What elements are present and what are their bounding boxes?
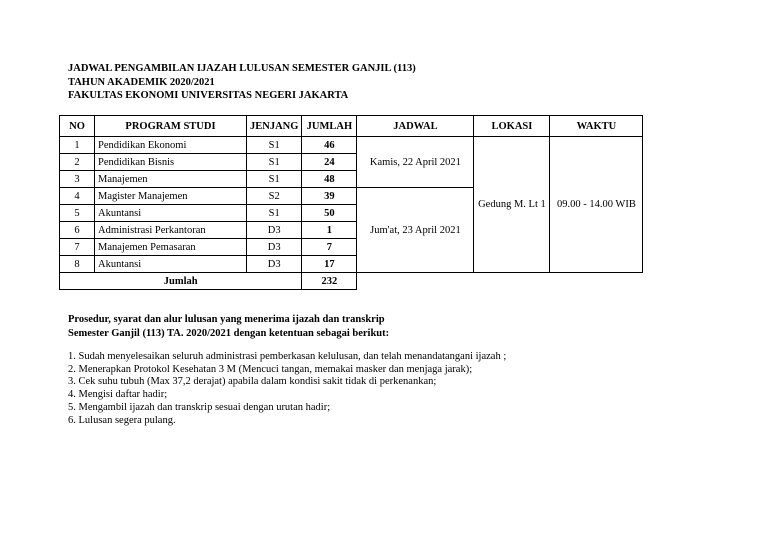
col-header-jenjang: JENJANG	[247, 116, 302, 137]
procedure-heading-2: Semester Ganjil (113) TA. 2020/2021 dengan ketentuan sebagai berikut:	[68, 327, 390, 339]
row-jenjang: S1	[247, 154, 302, 171]
title-line-1: JADWAL PENGAMBILAN IJAZAH LULUSAN SEMESTER GANJIL (113)	[68, 63, 416, 74]
row-jenjang: S2	[247, 188, 302, 205]
schedule-table	[59, 115, 643, 290]
row-jumlah: 1	[302, 222, 357, 239]
row-program: Manajemen Pemasaran	[95, 239, 247, 256]
table-row	[60, 137, 643, 154]
jadwal-day-2: Jum'at, 23 April 2021	[357, 188, 474, 273]
lokasi-cell: Gedung M. Lt 1	[474, 137, 550, 273]
row-program: Magister Manajemen	[95, 188, 247, 205]
procedure-list	[68, 351, 708, 427]
row-jenjang: S1	[247, 137, 302, 154]
row-jenjang: D3	[247, 222, 302, 239]
table-total-row	[60, 273, 643, 290]
total-value: 232	[302, 273, 357, 290]
procedure-heading-1: Prosedur, syarat dan alur lulusan yang menerima ijazah dan transkrip	[68, 314, 385, 325]
row-jumlah: 17	[302, 256, 357, 273]
row-no: 1	[60, 137, 95, 154]
col-header-jumlah: JUMLAH	[302, 116, 357, 137]
row-jenjang: S1	[247, 171, 302, 188]
col-header-waktu: WAKTU	[550, 116, 643, 137]
jadwal-day-1: Kamis, 22 April 2021	[357, 137, 474, 188]
row-jumlah: 46	[302, 137, 357, 154]
row-program: Pendidikan Ekonomi	[95, 137, 247, 154]
row-program: Akuntansi	[95, 256, 247, 273]
col-header-jadwal: JADWAL	[357, 116, 474, 137]
row-program: Administrasi Perkantoran	[95, 222, 247, 239]
title-line-2: TAHUN AKADEMIK 2020/2021	[68, 76, 215, 88]
list-item: 5. Mengambil ijazah dan transkrip sesuai dengan urutan hadir;	[68, 401, 331, 413]
row-program: Pendidikan Bisnis	[95, 154, 247, 171]
row-jumlah: 39	[302, 188, 357, 205]
row-jenjang: S1	[247, 205, 302, 222]
row-program: Akuntansi	[95, 205, 247, 222]
row-jumlah: 24	[302, 154, 357, 171]
procedure-section	[68, 313, 708, 427]
title-line-3: FAKULTAS EKONOMI UNIVERSITAS NEGERI JAKARTA	[68, 90, 349, 101]
col-header-no: NO	[60, 116, 95, 137]
row-jumlah: 48	[302, 171, 357, 188]
document-header	[68, 62, 668, 103]
row-no: 8	[60, 256, 95, 273]
row-no: 3	[60, 171, 95, 188]
list-item: 1. Sudah menyelesaikan seluruh administrasi pemberkasan kelulusan, dan telah menandatangani ijazah ;	[68, 351, 507, 362]
list-item: 2. Menerapkan Protokol Kesehatan 3 M (Mencuci tangan, memakai masker dan menjaga jarak);	[68, 363, 473, 375]
row-program: Manajemen	[95, 171, 247, 188]
row-jumlah: 50	[302, 205, 357, 222]
col-header-program: PROGRAM STUDI	[95, 116, 247, 137]
list-item: 3. Cek suhu tubuh (Max 37,2 derajat) apabila dalam kondisi sakit tidak di perkenankan;	[68, 376, 437, 388]
row-no: 5	[60, 205, 95, 222]
waktu-cell: 09.00 - 14.00 WIB	[550, 137, 643, 273]
row-no: 7	[60, 239, 95, 256]
row-jenjang: D3	[247, 239, 302, 256]
row-jenjang: D3	[247, 256, 302, 273]
total-label: Jumlah	[60, 273, 302, 290]
table-header-row	[60, 116, 643, 137]
row-no: 6	[60, 222, 95, 239]
list-item: 6. Lulusan segera pulang.	[68, 414, 176, 426]
list-item: 4. Mengisi daftar hadir;	[68, 389, 168, 401]
row-jumlah: 7	[302, 239, 357, 256]
row-no: 4	[60, 188, 95, 205]
row-no: 2	[60, 154, 95, 171]
col-header-lokasi: LOKASI	[474, 116, 550, 137]
